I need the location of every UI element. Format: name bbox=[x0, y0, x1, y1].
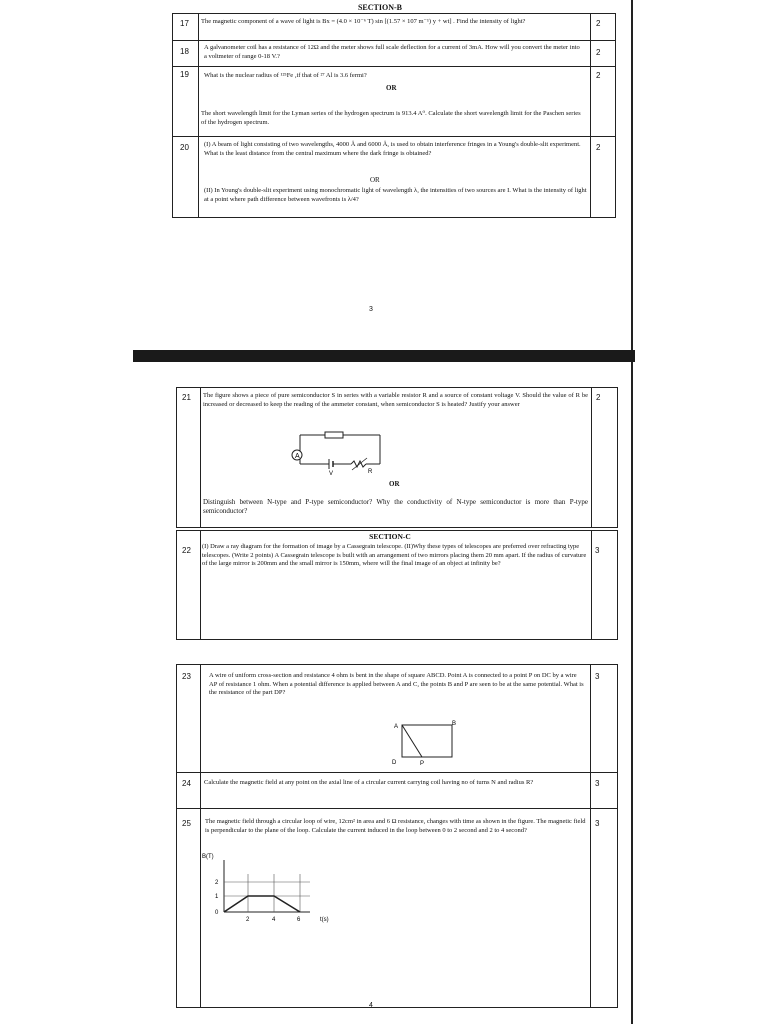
wire-ap bbox=[402, 725, 422, 757]
table-col-line bbox=[591, 530, 592, 640]
table-col-line bbox=[591, 387, 592, 528]
ammeter-label: A bbox=[295, 453, 300, 460]
section-c-heading: SECTION-C bbox=[369, 532, 411, 541]
graph-y-axis-label: B(T) bbox=[202, 854, 214, 860]
q20-or: OR bbox=[370, 176, 380, 184]
corner-b-label: B bbox=[452, 721, 457, 727]
q19-alternative-text: The short wavelength limit for the Lyman series of the hydrogen spectrum is 913.4 A⁰. Calculate the short wavelength limit for the Paschen series of the hydrogen spectrum. bbox=[201, 110, 581, 126]
q20-text: (I) A beam of light consisting of two wavelengths, 4000 Å and 6000 Å, is used to obtain interference fringes in a Young's double-slit experiment. What is the least distance from the central maximum where the dark fringe is obtained? bbox=[204, 141, 581, 157]
y-tick-0: 0 bbox=[215, 910, 219, 916]
q18-number: 18 bbox=[180, 47, 189, 56]
magnetic-field-time-graph bbox=[200, 850, 340, 924]
square-outline bbox=[402, 725, 452, 757]
question-table-bottom bbox=[176, 664, 618, 1008]
page-edge-line bbox=[631, 0, 633, 1024]
graph-x-axis-label: t(s) bbox=[320, 917, 329, 923]
variable-resistor bbox=[351, 461, 366, 467]
q20-alternative-text: (II) In Young's double-slit experiment using monochromatic light of wavelength λ, the intensities of two sources are I. What is the intensity of light at a point where path difference between wavefronts is λ/4? bbox=[204, 187, 587, 203]
q17-number: 17 bbox=[180, 19, 189, 28]
q21-alternative-text: Distinguish between N-type and P-type semiconductor? Why the conductivity of N-type semiconductor is more than P-type semiconductor? bbox=[203, 498, 588, 515]
section-b-heading: SECTION-B bbox=[357, 3, 402, 12]
q24-number: 24 bbox=[182, 779, 191, 788]
q20-number: 20 bbox=[180, 143, 189, 152]
q21-or: OR bbox=[389, 480, 400, 488]
q19-number: 19 bbox=[180, 70, 189, 79]
table-col-line bbox=[200, 664, 201, 1008]
table-row-line bbox=[172, 40, 616, 41]
q19-text: What is the nuclear radius of ¹²⁵Fe ,if that of ²⁷ Al is 3.6 fermi? bbox=[204, 72, 367, 79]
q23-text: A wire of uniform cross-section and resistance 4 ohm is bent in the shape of square ABCD. Point A is connected to a point P on DC by a wire AP of resistance 1 ohm. When a potential difference is applied between A and C, the points B and P are seen to be at the same potential. What is the resistance of the part DP? bbox=[209, 672, 584, 697]
q18-marks: 2 bbox=[596, 48, 601, 57]
q25-number: 25 bbox=[182, 819, 191, 828]
table-row-line bbox=[172, 66, 616, 67]
q22-marks: 3 bbox=[595, 546, 600, 555]
q17-text: The magnetic component of a wave of light is Bx = (4.0 × 10⁻⁶ T) sin [(1.57 × 107 m⁻¹) y + wt] . Find the intensity of light? bbox=[201, 18, 526, 25]
table-col-line bbox=[198, 13, 199, 218]
x-tick-4: 4 bbox=[272, 917, 276, 923]
q22-text: (I) Draw a ray diagram for the formation of image by a Cassegrain telescope. (II)Why these types of telescopes are preferred over refracting type telescopes. (Write 2 points) A Cassegrain telescope is built with an arrangement of two mirrors placing them 20 mm apart. If the radius of curvature of the large mirror is 200mm and the small mirror is 150mm, where will the final image of an object at infinity be? bbox=[202, 543, 587, 568]
table-row-line bbox=[172, 136, 616, 137]
resistor-label: R bbox=[368, 469, 373, 475]
q22-number: 22 bbox=[182, 546, 191, 555]
q24-marks: 3 bbox=[595, 779, 600, 788]
y-tick-2: 2 bbox=[215, 880, 219, 886]
x-tick-2: 2 bbox=[246, 917, 250, 923]
q20-marks: 2 bbox=[596, 143, 601, 152]
page-divider-bar bbox=[133, 350, 635, 362]
q18-text: A galvanometer coil has a resistance of 12Ω and the meter shows full scale deflection for a current of 3mA. How will you convert the meter into a voltmeter of range 0-18 V.? bbox=[204, 44, 580, 60]
semiconductor-block bbox=[325, 432, 343, 438]
square-abcd-diagram bbox=[390, 718, 462, 766]
page-number-3: 3 bbox=[369, 306, 373, 313]
page-number-4: 4 bbox=[369, 1002, 373, 1009]
q25-text: The magnetic field through a circular loop of wire, 12cm² in area and 6 Ω resistance, changes with time as shown in the figure. The magnetic field is perpendicular to the plane of the loop. Calculate the current induced in the loop between 0 to 2 second and 2 to 4 second? bbox=[205, 818, 586, 834]
table-row-line bbox=[176, 808, 618, 809]
q21-text: The figure shows a piece of pure semiconductor S in series with a variable resistor R and a source of constant voltage V. Should the value of R be increased or decreased to keep the reading of the ammeter constant, when semiconductor S is heated? Justify your answer bbox=[203, 392, 588, 408]
y-tick-1: 1 bbox=[215, 894, 219, 900]
variable-resistor-arrow bbox=[352, 458, 367, 470]
table-row-line bbox=[176, 772, 618, 773]
q21-number: 21 bbox=[182, 393, 191, 402]
q17-marks: 2 bbox=[596, 19, 601, 28]
field-curve bbox=[224, 896, 300, 912]
table-col-line bbox=[590, 13, 591, 218]
x-tick-6: 6 bbox=[297, 917, 301, 923]
corner-a-label: A bbox=[394, 724, 399, 730]
q19-marks: 2 bbox=[596, 71, 601, 80]
table-col-line bbox=[200, 530, 201, 640]
table-col-line bbox=[200, 387, 201, 528]
corner-d-label: D bbox=[392, 760, 397, 766]
point-p-label: P bbox=[420, 761, 425, 766]
q25-marks: 3 bbox=[595, 819, 600, 828]
q19-or: OR bbox=[386, 84, 397, 92]
table-col-line bbox=[590, 664, 591, 1008]
semiconductor-circuit-diagram bbox=[285, 428, 395, 476]
voltage-label: V bbox=[329, 471, 334, 476]
q23-marks: 3 bbox=[595, 672, 600, 681]
q23-number: 23 bbox=[182, 672, 191, 681]
q21-marks: 2 bbox=[596, 393, 601, 402]
q24-text: Calculate the magnetic field at any point on the axial line of a circular current carrying coil having no of turns N and radius R? bbox=[204, 779, 534, 786]
